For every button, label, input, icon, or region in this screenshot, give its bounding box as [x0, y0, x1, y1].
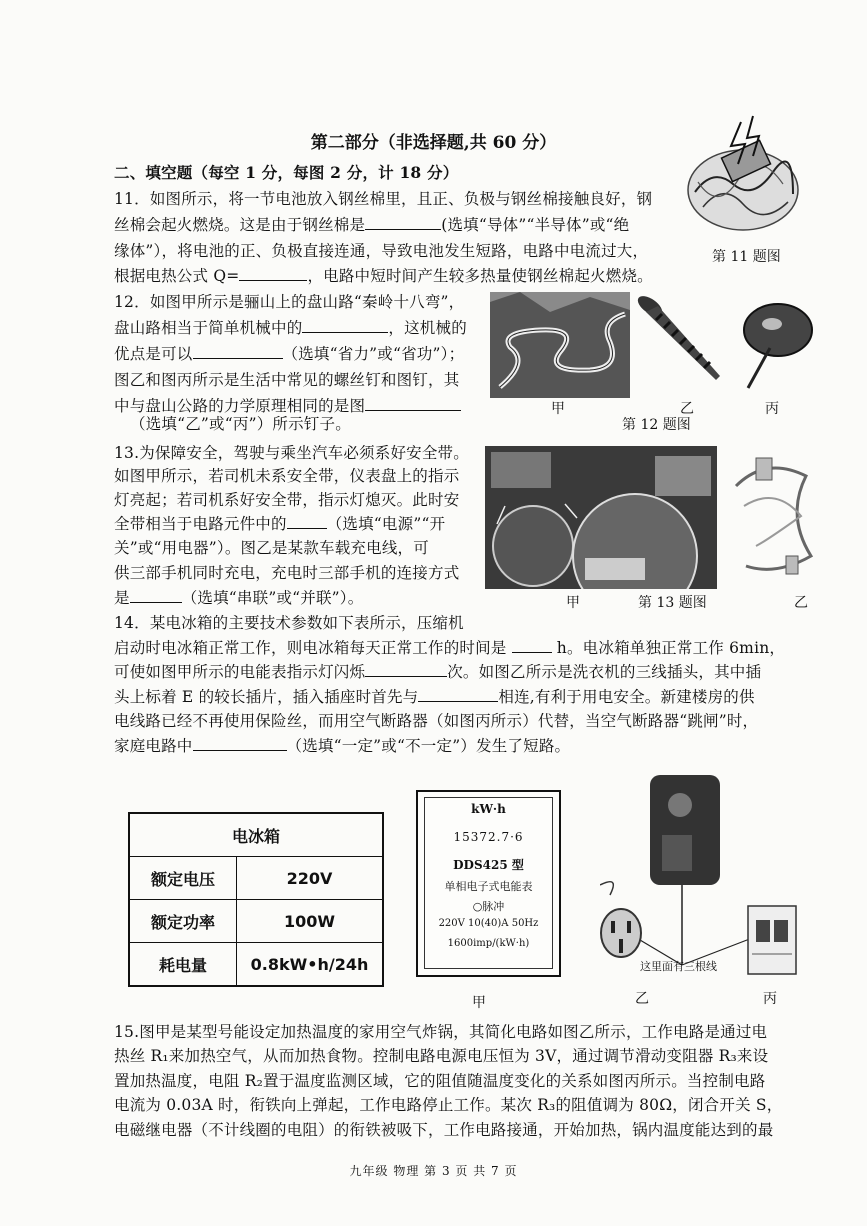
table-cell-key: 耗电量	[129, 943, 237, 987]
meter-reading: 15372.7·6	[453, 830, 524, 844]
q12-caption: 第 12 题图	[622, 417, 691, 433]
meter-spec: 220V 10(40)A 50Hz	[438, 918, 539, 929]
q14-line3: 可使如图甲所示的电能表指示灯闪烁 次。如图乙所示是洗衣机的三线插头，其中插	[114, 663, 762, 681]
table-cell-value: 100W	[237, 900, 384, 943]
q12-label-jia: 甲	[551, 401, 565, 417]
q14-line1: 14．某电冰箱的主要技术参数如下表所示，压缩机	[114, 614, 464, 632]
q13-label-jia: 甲	[566, 595, 580, 611]
thumbtack-icon	[728, 296, 816, 392]
q13-line4: 全带相当于电路元件中的 （选填“电源”“开	[114, 515, 446, 533]
q13-label-yi: 乙	[794, 595, 808, 611]
q11-line3: 缘体”），将电池的正、负极直接连通，导致电池发生短路，电路中电流过大，	[114, 242, 649, 260]
q13-line7: 是 （选填“串联”或“并联”）。	[114, 589, 364, 607]
breaker-switch-icon	[742, 900, 802, 980]
steel-wool-battery-icon	[683, 112, 805, 244]
q15-line5: 电磁继电器（不计线圈的电阻）的衔铁被吸下，工作电路接通，开始加热，锅内温度能达到的最	[114, 1121, 774, 1139]
q12-label-bing: 丙	[765, 401, 779, 417]
q12-blank1[interactable]	[302, 318, 388, 333]
q13-line1: 13.为保障安全，驾驶与乘坐汽车必须系好安全带。	[114, 444, 469, 462]
q11-line2: 丝棉会起火燃烧。这是由于钢丝棉是 (选填“导体”“半导体”或“绝	[114, 216, 630, 234]
q11-line1: 11．如图所示，将一节电池放入钢丝棉里，且正、负极与钢丝棉接触良好，钢	[114, 190, 653, 208]
q13-line5: 关”或“用电器”）。图乙是某款车载充电线，可	[114, 539, 429, 557]
q14-label-bing: 丙	[763, 991, 777, 1007]
section-title: 二、填空题（每空 1 分，每图 2 分，计 18 分）	[114, 163, 459, 182]
q12-line6: （选填“乙”或“丙”）所示钉子。	[130, 415, 351, 433]
q12-line3: 优点是可以 （选填“省力”或“省功”）；	[114, 345, 465, 363]
fridge-spec-table	[128, 812, 384, 987]
meter-model: DDS425 型	[453, 858, 524, 872]
table-cell-key: 额定电压	[129, 857, 237, 900]
q12-line5: 中与盘山公路的力学原理相同的是图	[114, 396, 461, 416]
table-row	[129, 943, 383, 987]
meter-pulse: ○脉冲	[472, 900, 505, 913]
q13-line6: 供三部手机同时充电，充电时三部手机的连接方式	[114, 564, 460, 582]
q12-label-yi: 乙	[680, 401, 694, 417]
q11-blank2[interactable]	[239, 266, 307, 281]
table-row	[129, 900, 383, 943]
table-header: 电冰箱	[129, 813, 383, 857]
q14-blank4[interactable]	[193, 736, 287, 751]
q14-label-yi: 乙	[635, 991, 649, 1007]
q14-line6: 家庭电路中 （选填“一定”或“不一定”）发生了短路。	[114, 737, 571, 755]
q15-line1: 15.图甲是某型号能设定加热温度的家用空气炸锅，其简化电路如图乙所示，工作电路是通过电	[114, 1023, 768, 1041]
screw-icon	[632, 292, 728, 384]
meter-unit: kW·h	[471, 802, 506, 816]
plug-note: 这里面有三根线	[640, 960, 717, 973]
q13-line3: 灯亮起；若司机系好安全带，指示灯熄灭。此时安	[114, 491, 460, 509]
mountain-road-photo-icon	[490, 292, 630, 398]
q12-blank3[interactable]	[365, 396, 461, 411]
q13-blank2[interactable]	[130, 588, 182, 603]
q11-line4: 根据电热公式 Q= ，电路中短时间产生较多热量使钢丝棉起火燃烧。	[114, 267, 653, 285]
page-footer: 九年级 物理 第 3 页 共 7 页	[349, 1164, 518, 1178]
q14-blank3[interactable]	[418, 687, 498, 702]
q14-blank1[interactable]	[512, 638, 552, 653]
dashboard-photo-icon	[485, 446, 717, 589]
table-row	[129, 857, 383, 900]
q12-line1: 12．如图甲所示是骊山上的盘山路“秦岭十八弯”，	[114, 293, 465, 311]
three-prong-plug-icon	[597, 905, 645, 961]
q13-line2: 如图甲所示，若司机未系安全带，仪表盘上的指示	[114, 467, 460, 485]
car-charger-icon	[726, 446, 818, 588]
table-cell-key: 额定功率	[129, 900, 237, 943]
q11-caption: 第 11 题图	[712, 249, 781, 265]
q13-caption: 第 13 题图	[638, 595, 707, 611]
energy-meter	[416, 790, 561, 977]
table-cell-value: 220V	[237, 857, 384, 900]
meter-name: 单相电子式电能表	[444, 880, 533, 893]
q12-line4: 图乙和图丙所示是生活中常见的螺丝钉和图钉，其	[114, 371, 460, 389]
q15-line3: 置加热温度，电阻 R₂置于温度监测区域，它的阻值随温度变化的关系如图丙所示。当控制电路	[114, 1072, 766, 1090]
meter-constant: 1600imp/(kW·h)	[447, 938, 530, 949]
q14-line5: 电线路已经不再使用保险丝，而用空气断路器（如图丙所示）代替，当空气断路器“跳闸”时，	[114, 712, 759, 730]
q15-line2: 热丝 R₁来加热空气，从而加热食物。控制电路电源电压恒为 3V，通过调节滑动变阻器 R₃来设	[114, 1047, 769, 1065]
part-title: 第二部分（非选择题,共 60 分）	[310, 133, 557, 153]
q12-blank2[interactable]	[193, 344, 283, 359]
q14-line4: 头上标着 E 的较长插片，插入插座时首先与 相连,有利于用电安全。新建楼房的供	[114, 688, 755, 706]
q13-blank1[interactable]	[287, 514, 327, 529]
table-cell-value: 0.8kW•h/24h	[237, 943, 384, 987]
q12-line2: 盘山路相当于简单机械中的 ，这机械的	[114, 319, 467, 337]
q11-blank1[interactable]	[365, 215, 441, 230]
q14-label-jia: 甲	[472, 995, 486, 1011]
q15-line4: 电流为 0.03A 时，衔铁向上弹起，工作电路停止工作。某次 R₃的阻值调为 80Ω，闭合开关 S，	[114, 1096, 783, 1114]
q14-blank2[interactable]	[365, 662, 447, 677]
q14-line2: 启动时电冰箱正常工作，则电冰箱每天正常工作的时间是 h。电冰箱单独正常工作 6min，	[114, 639, 786, 657]
